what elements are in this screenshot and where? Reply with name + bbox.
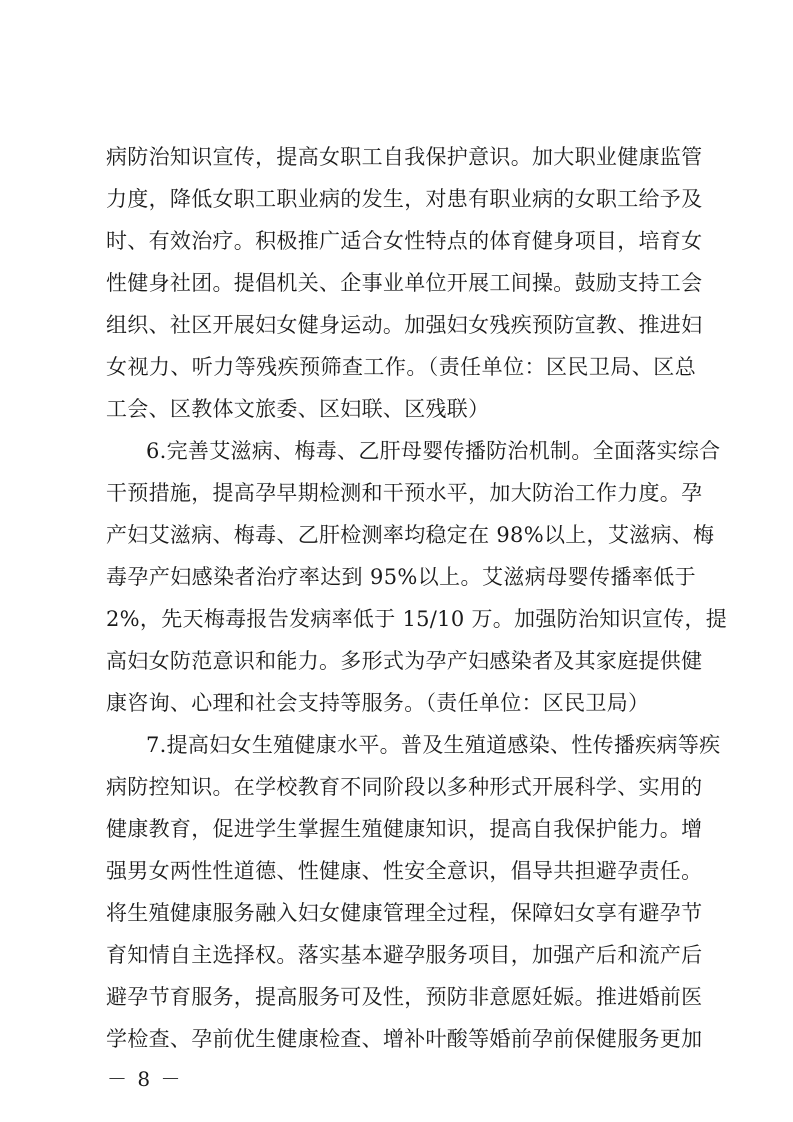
page-number: － 8 － <box>107 1067 183 1091</box>
text-line: 组织、社区开展妇女健身运动。加强妇女残疾预防宣教、推进妇 <box>106 313 703 337</box>
text-line: 性健身社团。提倡机关、企事业单位开展工间操。鼓励支持工会 <box>106 271 703 295</box>
text-line: 学检查、孕前优生健康检查、增补叶酸等婚前孕前保健服务更加 <box>106 1027 703 1051</box>
text-line: 时、有效治疗。积极推广适合女性特点的体育健身项目，培育女 <box>106 229 703 253</box>
text-line: 女视力、听力等残疾预筛查工作。（责任单位：区民卫局、区总 <box>106 355 696 379</box>
text-line: 避孕节育服务，提高服务可及性，预防非意愿妊娠。推进婚前医 <box>106 985 703 1009</box>
text-line: 毒孕产妇感染者治疗率达到 95%以上。艾滋病母婴传播率低于 <box>106 565 696 589</box>
text-line: 工会、区教体文旅委、区妇联、区残联） <box>106 397 490 421</box>
text-line: 产妇艾滋病、梅毒、乙肝检测率均稳定在 98%以上，艾滋病、梅 <box>106 523 715 547</box>
text-line: 力度，降低女职工职业病的发生，对患有职业病的女职工给予及 <box>106 187 703 211</box>
text-line: 病防治知识宣传，提高女职工自我保护意识。加大职业健康监管 <box>106 145 703 169</box>
text-line: 育知情自主选择权。落实基本避孕服务项目，加强产后和流产后 <box>106 943 703 967</box>
paragraph-heading-7: 7.提高妇女生殖健康水平。普及生殖道感染、性传播疾病等疾 <box>146 733 721 757</box>
text-line: 2%，先天梅毒报告发病率低于 15/10 万。加强防治知识宣传，提 <box>106 607 728 631</box>
text-line: 病防控知识。在学校教育不同阶段以多种形式开展科学、实用的 <box>106 775 703 799</box>
text-line: 强男女两性性道德、性健康、性安全意识，倡导共担避孕责任。 <box>106 859 703 883</box>
text-line: 高妇女防范意识和能力。多形式为孕产妇感染者及其家庭提供健 <box>106 649 703 673</box>
text-line: 将生殖健康服务融入妇女健康管理全过程，保障妇女享有避孕节 <box>106 901 703 925</box>
text-line: 健康教育，促进学生掌握生殖健康知识，提高自我保护能力。增 <box>106 817 703 841</box>
text-line: 干预措施，提高孕早期检测和干预水平，加大防治工作力度。孕 <box>106 481 703 505</box>
text-line: 康咨询、心理和社会支持等服务。（责任单位：区民卫局） <box>106 691 650 715</box>
paragraph-heading-6: 6.完善艾滋病、梅毒、乙肝母婴传播防治机制。全面落实综合 <box>146 439 721 463</box>
